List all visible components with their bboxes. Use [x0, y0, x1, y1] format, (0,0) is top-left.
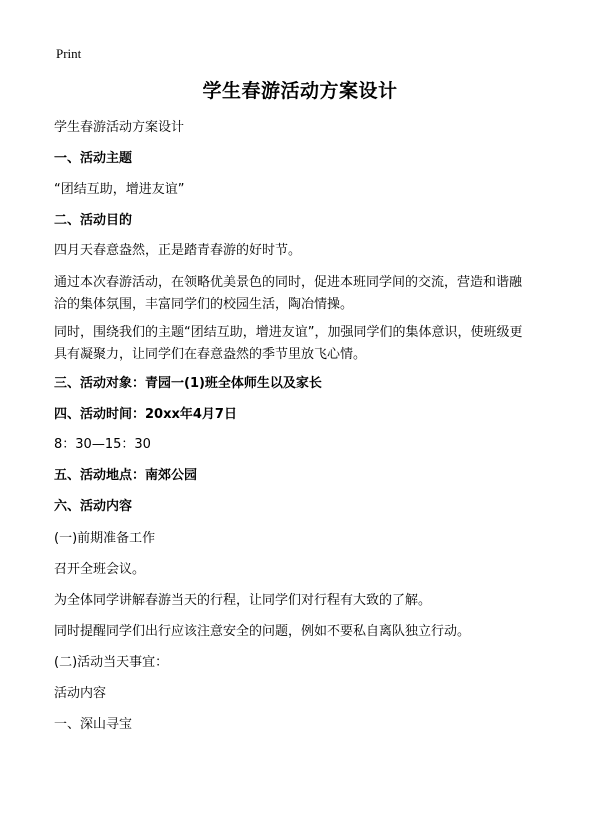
preparation-item-1: 召开全班会议。	[54, 562, 146, 577]
purpose-paragraph-1: 四月天春意盎然，正是踏青春游的好时节。	[54, 243, 302, 258]
purpose-paragraph-3-line-2: 具有凝聚力，让同学们在春意盎然的季节里放飞心情。	[54, 347, 367, 362]
purpose-paragraph-3	[54, 322, 554, 366]
section-heading-location: 五、活动地点：南郊公园	[54, 468, 198, 483]
document-subtitle: 学生春游活动方案设计	[54, 120, 185, 135]
print-label: Print	[56, 46, 82, 61]
document-title: 学生春游活动方案设计	[202, 80, 398, 102]
preparation-item-3: 同时提醒同学们出行应该注意安全的问题，例如不要私自离队独立行动。	[54, 624, 471, 639]
purpose-paragraph-2-line-1: 通过本次春游活动，在领略优美景色的同时，促进本班同学间的交流，营造和谐融	[54, 275, 523, 290]
subsection-preparation: (一)前期准备工作	[54, 531, 156, 546]
section-heading-content: 六、活动内容	[54, 499, 133, 514]
section-heading-time: 四、活动时间：20xx年4月7日	[54, 407, 237, 422]
purpose-paragraph-3-line-1: 同时，围绕我们的主题“团结互助，增进友谊”，加强同学们的集体意识，使班级更	[54, 325, 523, 340]
preparation-item-2: 为全体同学讲解春游当天的行程，让同学们对行程有大致的了解。	[54, 593, 432, 608]
subsection-activity-day: (二)活动当天事宜：	[54, 655, 169, 670]
section-heading-participants: 三、活动对象：青园一(1)班全体师生以及家长	[54, 376, 322, 391]
theme-text: “团结互助，增进友谊”	[54, 182, 185, 197]
purpose-paragraph-2-line-2: 洽的集体氛围，丰富同学们的校园生活，陶冶情操。	[54, 297, 354, 312]
section-heading-purpose: 二、活动目的	[54, 213, 133, 228]
section-heading-theme: 一、活动主题	[54, 151, 133, 166]
activity-day-text: 活动内容	[54, 686, 107, 701]
purpose-paragraph-2	[54, 272, 554, 316]
activity-item-1: 一、深山寻宝	[54, 717, 133, 732]
time-text: 8：30—15：30	[54, 437, 151, 452]
